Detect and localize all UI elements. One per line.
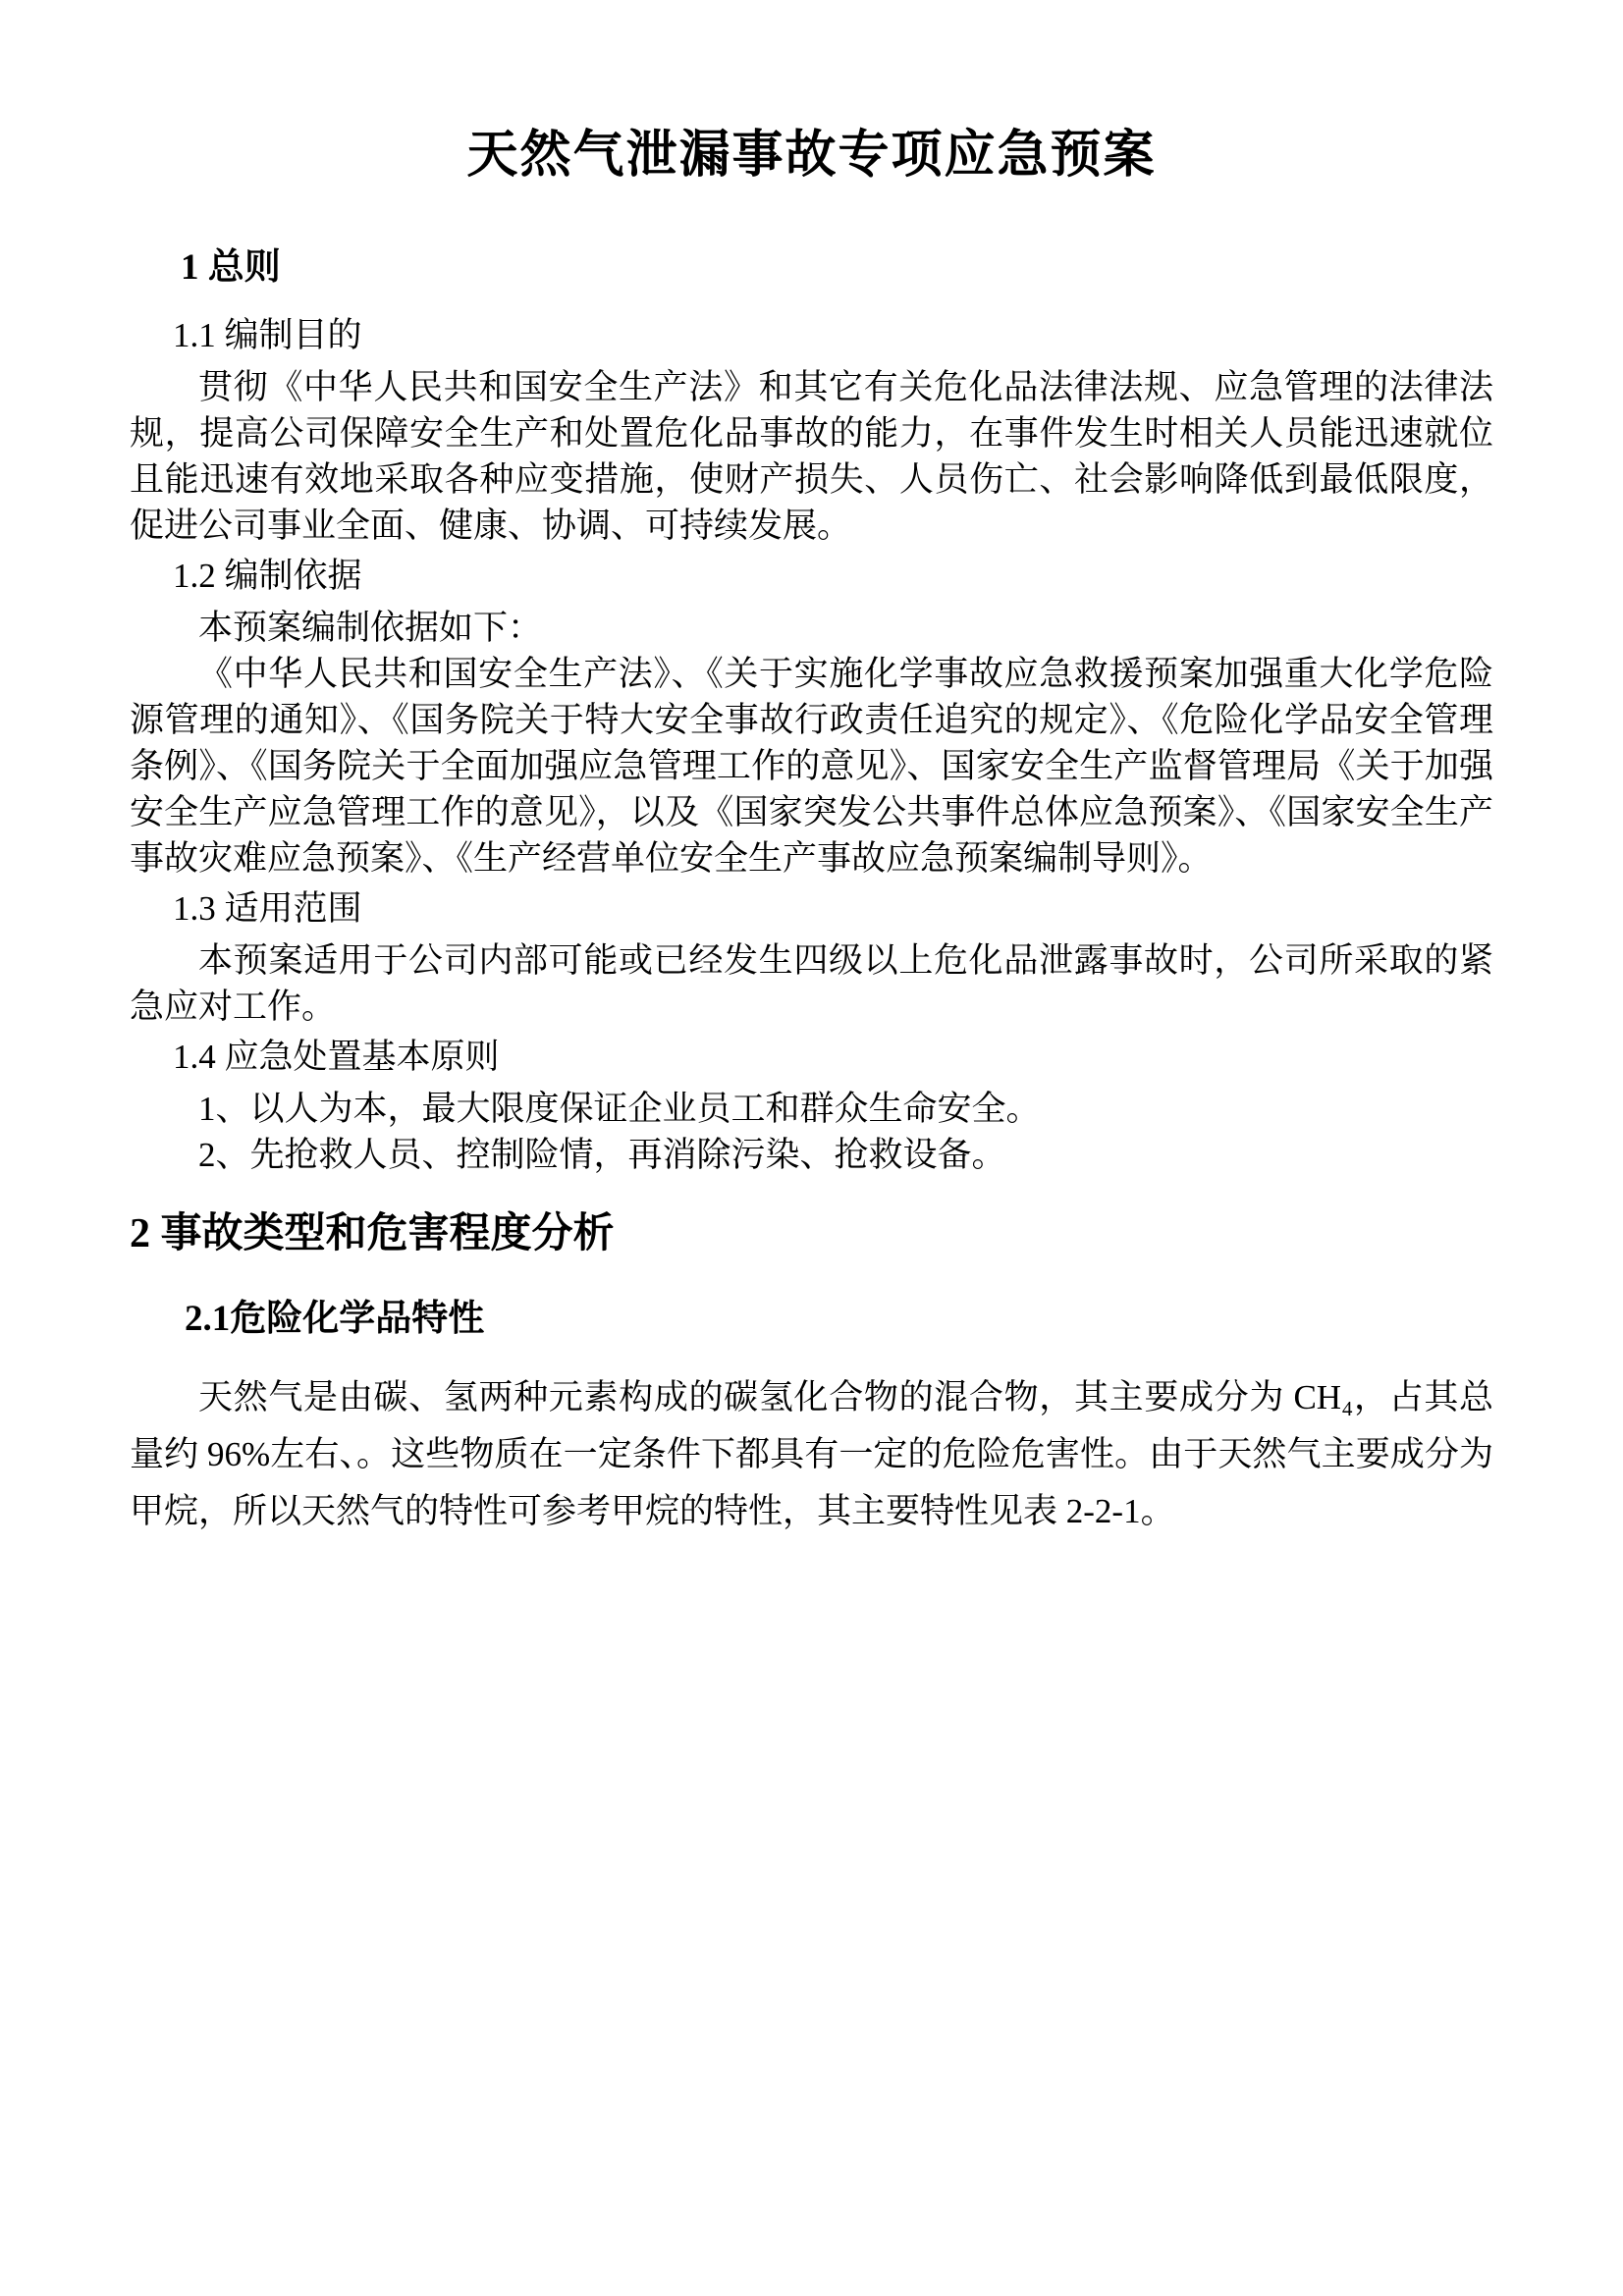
document-title: 天然气泄漏事故专项应急预案 — [466, 128, 1157, 184]
paragraph-1-3: 本预案适用于公司内部可能或已经发生四级以上危化品泄露事故时，公司所采取的紧急应对工作。 — [130, 941, 1493, 1027]
subheading-1-2: 1.2 编制依据 — [173, 557, 362, 596]
paragraph-1-2-intro: 本预案编制依据如下： — [198, 609, 543, 648]
subheading-1-3: 1.3 适用范围 — [173, 889, 362, 929]
paragraph-1-2-references: 《中华人民共和国安全生产法》、《关于实施化学事故应急救援预案加强重大化学危险源管理的通知》、《国务院关于特大安全事故行政责任追究的规定》、《危险化学品安全管理条例》、《国务院关于全面加强应急管理工作的意见》、国家安全生产监督管理局《关于加强安全生产应急管理工作的意见》，以及《国家突发公共事件总体应急预案》、《国家安全生产事故灾难应急预案》、《生产经营单位安全生产事故应急预案编制导则》。 — [130, 655, 1493, 879]
subheading-1-4: 1.4 应急处置基本原则 — [173, 1038, 500, 1077]
subheading-2-1: 2.1危险化学品特性 — [185, 1298, 485, 1339]
heading-section-1: 1 总则 — [181, 247, 281, 289]
paragraph-1-1: 贯彻《中华人民共和国安全生产法》和其它有关危化品法律法规、应急管理的法律法规，提高公司保障安全生产和处置危化品事故的能力，在事件发生时相关人员能迅速就位且能迅速有效地采取各种应变措施，使财产损失、人员伤亡、社会影响降低到最低限度，促进公司事业全面、健康、协调、可持续发展。 — [130, 368, 1493, 546]
paragraph-1-4-item-2: 2、先抢救人员、控制险情，再消除污染、抢救设备。 — [198, 1136, 1006, 1175]
heading-section-2: 2 事故类型和危害程度分析 — [130, 1211, 615, 1257]
subheading-1-1: 1.1 编制目的 — [173, 316, 362, 355]
paragraph-2-1: 天然气是由碳、氢两种元素构成的碳氢化合物的混合物，其主要成分为 CH₄，占其总量约 96%左右、。这些物质在一定条件下都具有一定的危险危害性。由于天然气主要成分为甲烷，所以天然气的特性可参考甲烷的特性，其主要特性见表 2-2-1。 — [130, 1377, 1493, 1530]
paragraph-1-4-item-1: 1、以人为本，最大限度保证企业员工和群众生命安全。 — [198, 1090, 1041, 1129]
